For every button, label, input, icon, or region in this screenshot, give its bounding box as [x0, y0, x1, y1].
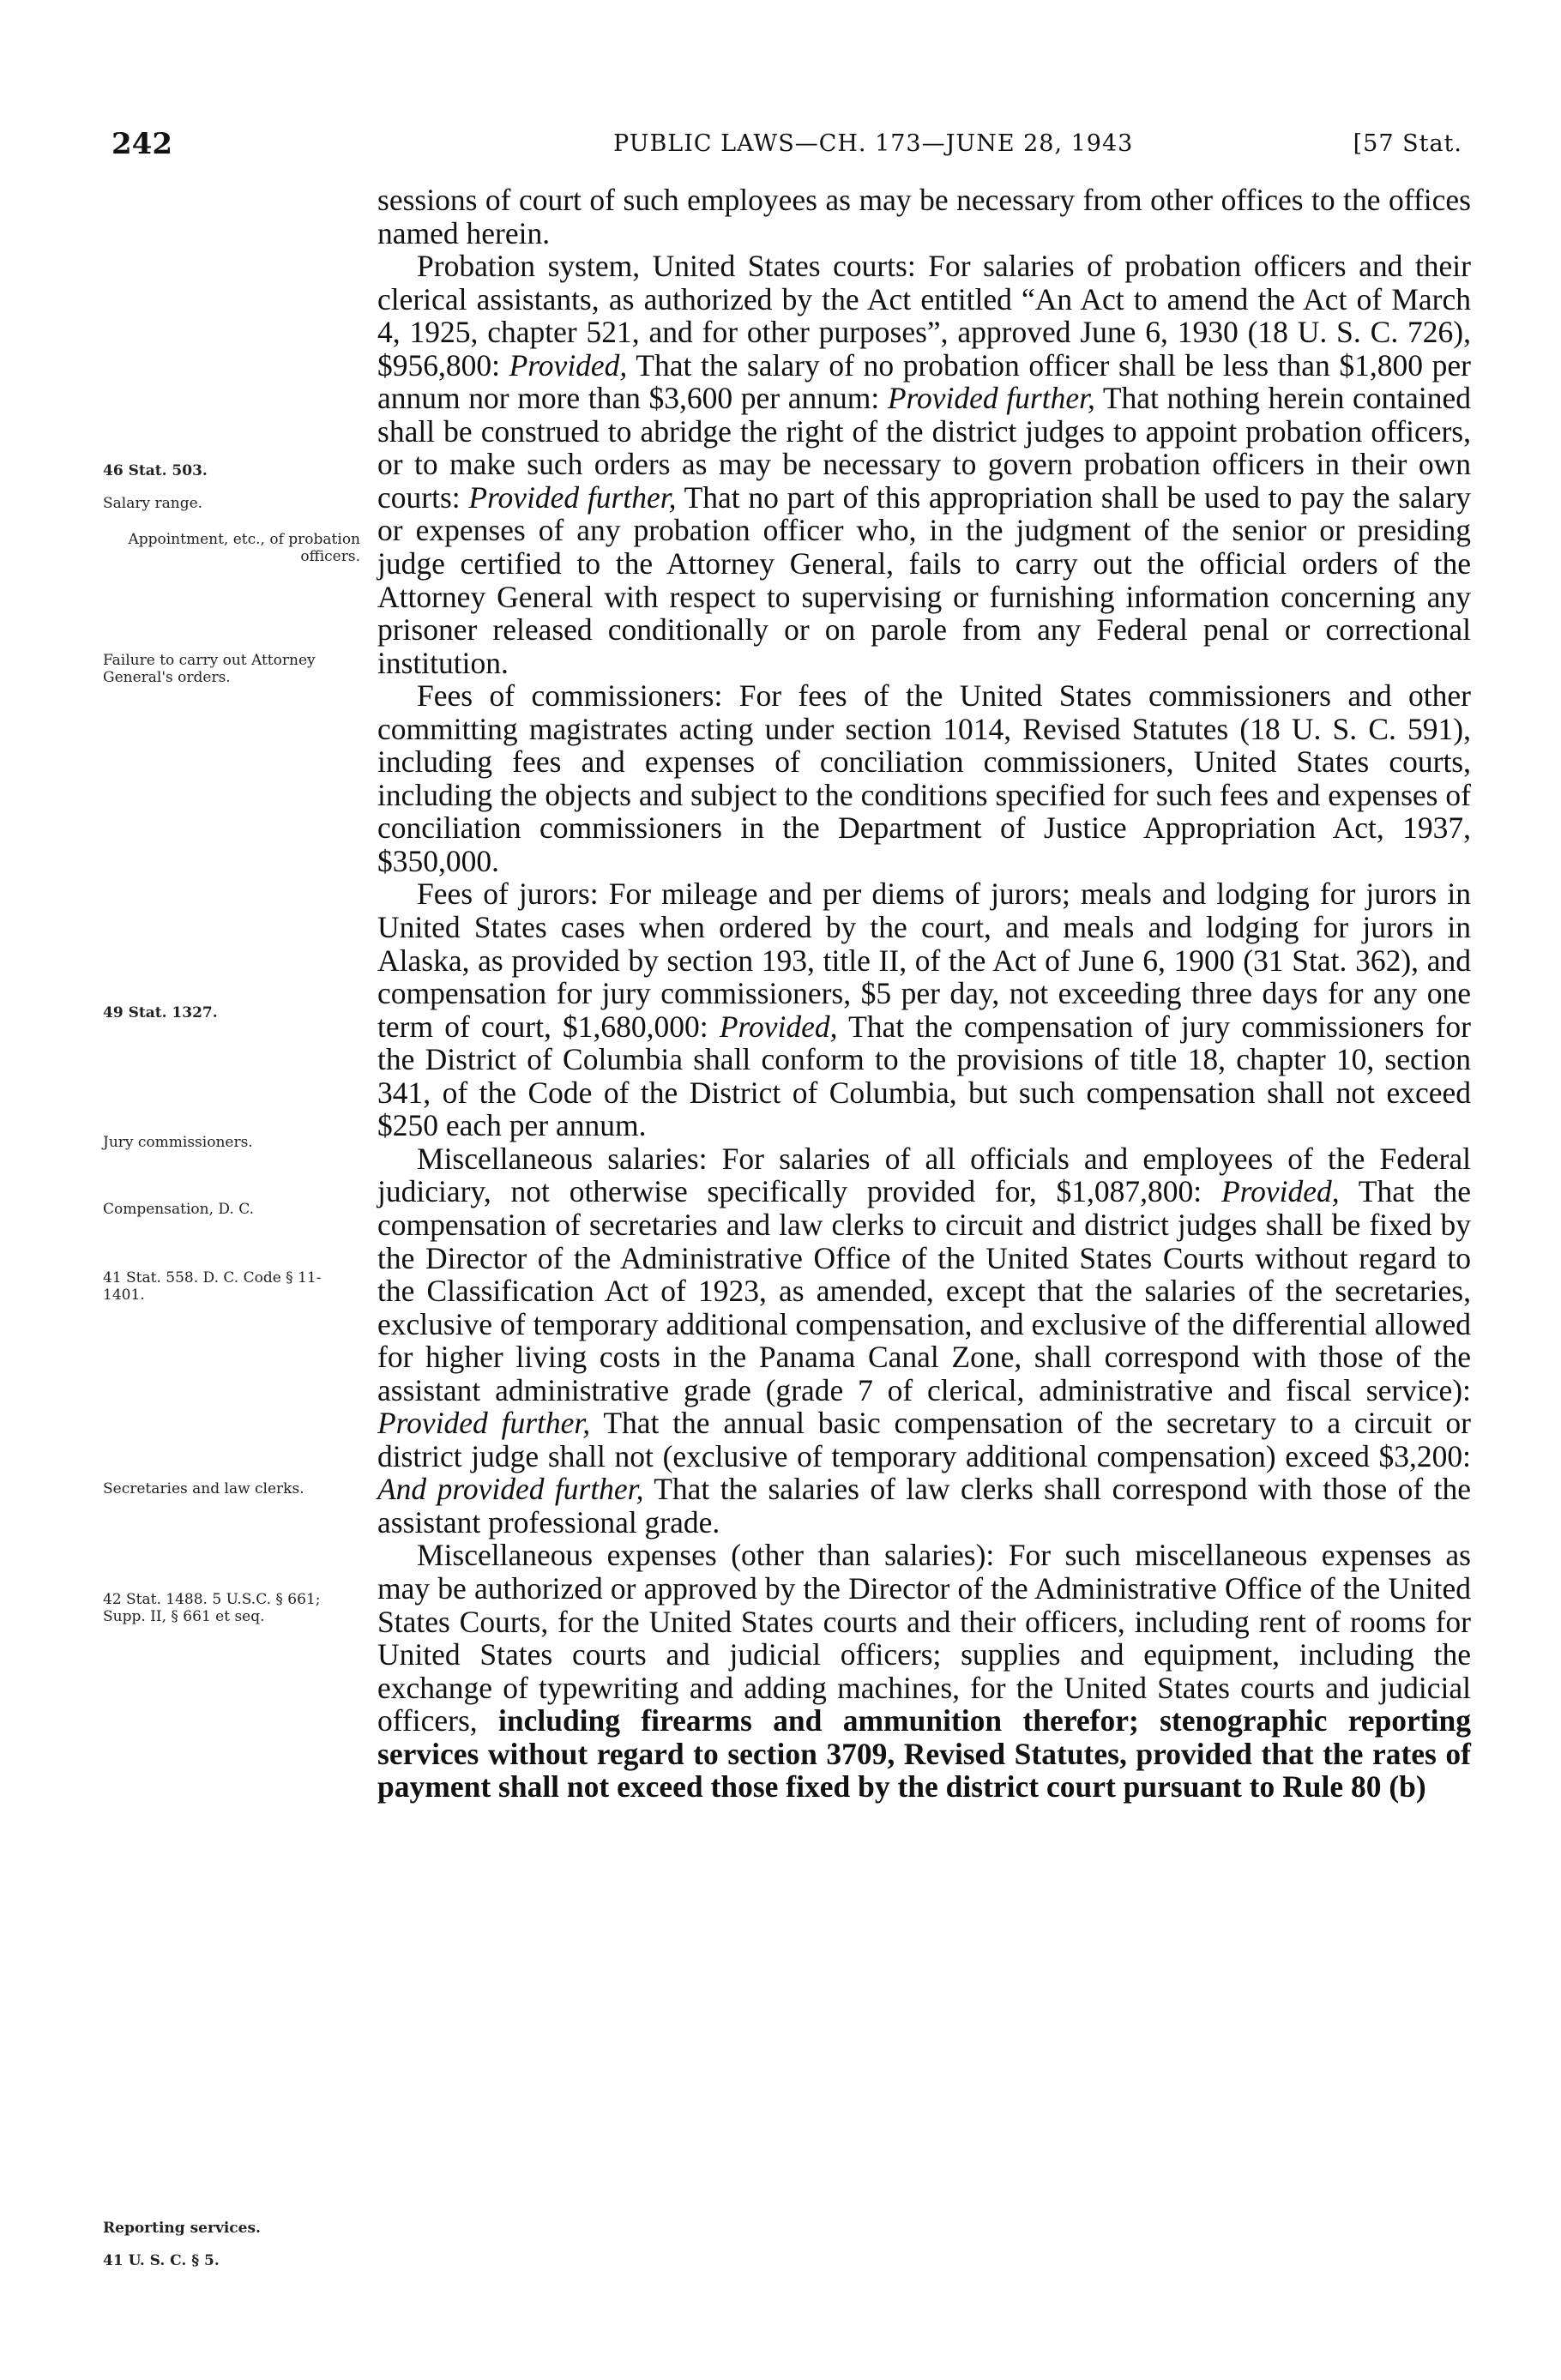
paragraph-fees-of-jurors: Fees of jurors: For mileage and per diems of jurors; meals and lodging for jurors in United States cases when ordered by the court, and meals and lodging for jurors in Alaska, as provided by section 193, title II, of the Act of June 6, 1900 (31 Stat. 362), and compensation for jury commissioners, $5 per day, not exceeding three days for any one term of court, $1,680,000: Provided, That the compensation of jury commissioners for the District of Columbia shall conform to the provisions of title 18, chapter 10, section 341, of the Code of the District of Columbia, but such compensation shall not exceed $250 each per annum.: [377, 877, 1471, 1143]
margin-note-failure-orders: Failure to carry out Attorney General's orders.: [103, 652, 316, 686]
margin-note-statute-ref: 46 Stat. 503.: [103, 462, 208, 479]
margin-note-classification-act: 42 Stat. 1488. 5 U.S.C. § 661; Supp. II, § 661 et seq.: [103, 1591, 321, 1625]
volume-reference: [57 Stat.: [1353, 130, 1462, 157]
paragraph-continuation: sessions of court of such employees as may be necessary from other offices to the offices named herein.: [377, 183, 1471, 250]
margin-note-secretaries-clerks: Secretaries and law clerks.: [103, 1480, 304, 1497]
statute-body: [377, 184, 1471, 1804]
running-title: PUBLIC LAWS—CH. 173—JUNE 28, 1943: [613, 130, 1134, 157]
margin-note-reporting-services: Reporting services.: [103, 2220, 261, 2237]
margin-note-salary-range: Salary range.: [103, 495, 203, 512]
margin-note-dc-code: 41 Stat. 558. D. C. Code § 11-1401.: [103, 1269, 322, 1304]
margin-note-statute-ref: 49 Stat. 1327.: [103, 1004, 218, 1021]
paragraph-probation-system: Probation system, United States courts: For salaries of probation officers and their clerical assistants, as authorized by the Act entitled “An Act to amend the Act of March 4, 1925, chapter 521, and for other purposes”, approved June 6, 1930 (18 U. S. C. 726), $956,800: Provided, That the salary of no probation officer shall be less than $1,800 per annum nor more than $3,600 per annum: Provided further, That nothing herein contained shall be construed to abridge the right of the district judges to appoint probation officers, or to make such orders as may be necessary to govern probation officers in their own courts: Provided further, That no part of this appropriation shall be used to pay the salary or expenses of any probation officer who, in the judgment of the senior or presiding judge certified to the Attorney General, fails to carry out the official orders of the Attorney General with respect to supervising or furnishing information concerning any prisoner released conditionally or on parole from any Federal penal or correctional institution.: [377, 249, 1471, 680]
paragraph-miscellaneous-expenses: Miscellaneous expenses (other than salaries): For such miscellaneous expenses as may be authorized or approved by the Director of the Administrative Office of the United States Courts, for the United States courts and their officers, including rent of rooms for United States courts and judicial officers; supplies and equipment, including the exchange of typewriting and adding machines, for the United States courts and judicial officers, including firearms and ammunition therefor; stenographic reporting services without regard to section 3709, Revised Statutes, provided that the rates of payment shall not exceed those fixed by the district court pursuant to Rule 80 (b): [377, 1538, 1471, 1805]
margin-note-compensation-dc: Compensation, D. C.: [103, 1201, 255, 1218]
margin-note-appointment: Appointment, etc., of probation officers.: [128, 531, 360, 565]
page-number: 242: [112, 127, 172, 161]
margin-note-jury-commissioners: Jury commissioners.: [103, 1134, 253, 1151]
margin-note-usc-ref: 41 U. S. C. § 5.: [103, 2252, 220, 2269]
paragraph-miscellaneous-salaries: Miscellaneous salaries: For salaries of all officials and employees of the Federal judiciary, not otherwise specifically provided for, $1,087,800: Provided, That the compensation of secretaries and law clerks to circuit and district judges shall be fixed by the Director of the Administrative Office of the United States Courts without regard to the Classification Act of 1923, as amended, except that the salaries of the secretaries, exclusive of temporary additional compensation, and exclusive of the differential allowed for higher living costs in the Panama Canal Zone, shall correspond with those of the assistant administrative grade (grade 7 of clerical, administrative and fiscal service): Provided further, That the annual basic compensation of the secretary to a circuit or district judge shall not (exclusive of temporary additional compensation) exceed $3,200: And provided further, That the salaries of law clerks shall correspond with those of the assistant professional grade.: [377, 1141, 1471, 1539]
paragraph-fees-of-commissioners: Fees of commissioners: For fees of the United States commissioners and other committing magistrates acting under section 1014, Revised Statutes (18 U. S. C. 591), including fees and expenses of conciliation commissioners, United States courts, including the objects and subject to the conditions specified for such fees and expenses of conciliation commissioners in the Department of Justice Appropriation Act, 1937, $350,000.: [377, 678, 1471, 878]
page-header: [0, 127, 1561, 161]
